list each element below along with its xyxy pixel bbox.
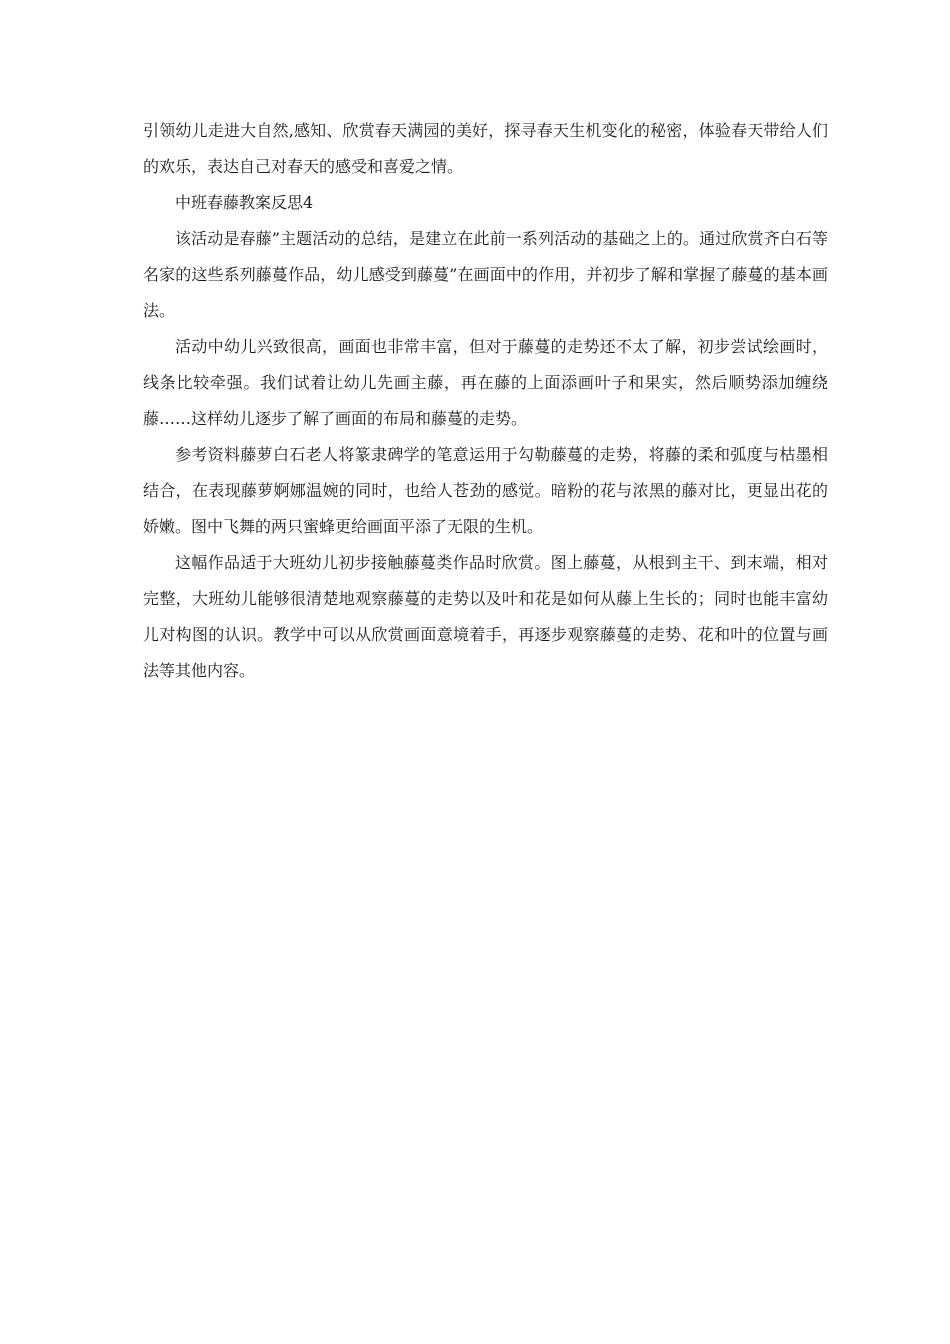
paragraph-activity-process: 活动中幼儿兴致很高，画面也非常丰富，但对于藤蔓的走势还不太了解，初步尝试绘画时，线条比较牵强。我们试着让幼儿先画主藤，再在藤的上面添画叶子和果实，然后顺势添加缠绕藤……这样幼儿逐步了解了画面的布局和藤蔓的走势。 bbox=[143, 337, 828, 428]
section-heading: 中班春藤教案反思4 bbox=[175, 193, 314, 212]
paragraph-artwork-appreciation: 这幅作品适于大班幼儿初步接触藤蔓类作品时欣赏。图上藤蔓，从根到主干、到末端，相对完整，大班幼儿能够很清楚地观察藤蔓的走势以及叶和花是如何从藤上生长的；同时也能丰富幼儿对构图的认识。教学中可以从欣赏画面意境着手，再逐步观察藤蔓的走势、花和叶的位置与画法等其他内容。 bbox=[143, 553, 828, 680]
paragraph-intro-continuation: 引领幼儿走进大自然,感知、欣赏春天满园的美好，探寻春天生机变化的秘密，体验春天带给人们的欢乐，表达自己对春天的感受和喜爱之情。 bbox=[143, 121, 828, 176]
paragraph-activity-summary: 该活动是春藤”主题活动的总结，是建立在此前一系列活动的基础之上的。通过欣赏齐白石等名家的这些系列藤蔓作品，幼儿感受到藤蔓”在画面中的作用，并初步了解和掌握了藤蔓的基本画法。 bbox=[143, 229, 828, 320]
paragraph-reference-material: 参考资料藤萝白石老人将篆隶碑学的笔意运用于勾勒藤蔓的走势，将藤的柔和弧度与枯墨相结合，在表现藤萝婀娜温婉的同时，也给人苍劲的感觉。暗粉的花与浓黑的藤对比，更显出花的娇嫩。图中飞舞的两只蜜蜂更给画面平添了无限的生机。 bbox=[143, 445, 828, 536]
document-body bbox=[143, 113, 828, 689]
